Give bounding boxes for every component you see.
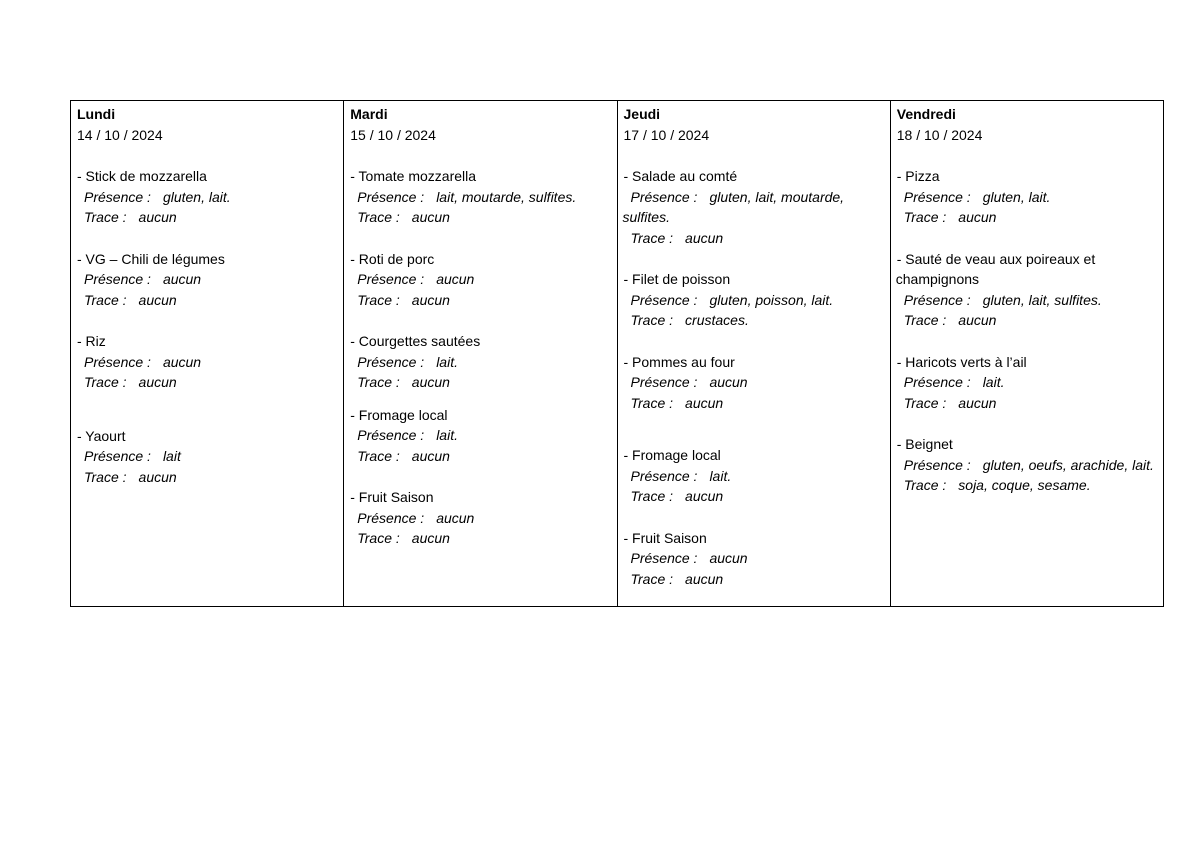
menu-item (896, 434, 1158, 496)
menu-item (896, 249, 1158, 331)
trace-value: aucun (411, 291, 450, 308)
menu-item (349, 487, 611, 549)
presence-label: Présence : (357, 427, 425, 443)
dish-name: - Haricots verts à l’ail (896, 353, 1027, 370)
trace-label: Trace : (630, 312, 674, 328)
dish-trace (76, 290, 338, 311)
presence-label: Présence : (84, 188, 151, 205)
dish-presence (76, 269, 338, 290)
dish-name: - Beignet (896, 436, 953, 452)
dish-name: - VG – Chili de légumes (77, 250, 225, 267)
menu-item (349, 331, 611, 393)
dish-presence (349, 269, 611, 290)
dish-name: - Stick de mozzarella (77, 168, 207, 184)
dish-name: - Roti de porc (350, 250, 435, 267)
trace-label: Trace : (84, 468, 127, 485)
trace-value: soja, coque, sesame. (958, 477, 1091, 493)
dish-trace (896, 475, 1158, 496)
day-date: 14 / 10 / 2024 (77, 126, 163, 143)
presence-label: Présence : (357, 509, 425, 526)
day-column-jeudi (618, 101, 891, 606)
menu-item (76, 426, 338, 488)
menu-item (623, 166, 885, 248)
trace-label: Trace : (630, 570, 674, 587)
presence-label: Présence : (84, 448, 151, 464)
dish-name: - Fromage local (350, 406, 448, 423)
dish-trace (349, 528, 611, 549)
trace-value: aucun (958, 312, 997, 328)
dish-name: - Yaourt (77, 427, 126, 444)
presence-value: lait, moutarde, sulfites. (436, 188, 577, 205)
presence-value: aucun (162, 353, 202, 370)
dish-trace (623, 569, 885, 590)
menu-item (623, 528, 885, 590)
dish-name: - Fruit Saison (350, 489, 434, 505)
day-column-vendredi (891, 101, 1163, 606)
trace-value: aucun (411, 209, 450, 225)
dish-presence (76, 187, 338, 208)
dish-trace (896, 207, 1158, 228)
trace-value: crustaces. (685, 312, 749, 328)
dish-presence (349, 187, 611, 208)
dish-name: - Sauté de veau aux poireaux et champignons (895, 250, 1096, 287)
dish-presence (623, 187, 885, 228)
presence-value: aucun (436, 271, 475, 287)
trace-value: aucun (958, 209, 997, 225)
day-date: 17 / 10 / 2024 (623, 126, 710, 143)
menu-item (896, 352, 1158, 414)
dish-presence (896, 372, 1158, 393)
dish-presence (623, 466, 885, 487)
dish-trace (349, 446, 611, 467)
day-name: Lundi (77, 106, 116, 122)
dish-name: - Fruit Saison (623, 529, 707, 546)
dish-trace (623, 228, 885, 249)
dish-trace (349, 290, 611, 311)
trace-label: Trace : (357, 374, 400, 390)
presence-label: Présence : (84, 353, 151, 370)
dish-trace (623, 486, 885, 507)
presence-label: Présence : (903, 456, 971, 473)
presence-label: Présence : (630, 550, 698, 566)
day-column-lundi (71, 101, 344, 606)
day-name: Vendredi (896, 106, 956, 122)
presence-value: lait. (436, 353, 458, 370)
presence-label: Présence : (630, 467, 698, 484)
menu-item (349, 405, 611, 467)
dish-presence (623, 290, 885, 311)
presence-label: Présence : (357, 188, 425, 205)
presence-value: lait (162, 448, 181, 464)
trace-value: aucun (411, 530, 450, 546)
presence-value: lait. (436, 427, 458, 443)
dish-trace (896, 393, 1158, 414)
presence-value: aucun (709, 374, 748, 390)
trace-label: Trace : (84, 291, 127, 308)
dish-presence (349, 425, 611, 446)
dish-presence (896, 187, 1158, 208)
trace-label: Trace : (357, 447, 400, 464)
trace-value: aucun (685, 570, 724, 587)
dish-trace (623, 393, 885, 414)
dish-presence (349, 508, 611, 529)
presence-label: Présence : (84, 271, 151, 287)
day-name: Jeudi (623, 106, 661, 122)
trace-label: Trace : (630, 394, 674, 411)
dish-presence (76, 446, 338, 467)
dish-name: - Fromage local (623, 447, 721, 463)
trace-value: aucun (138, 291, 177, 308)
menu-item (76, 249, 338, 311)
presence-value: aucun (436, 509, 475, 526)
trace-label: Trace : (357, 291, 400, 308)
presence-label: Présence : (630, 374, 698, 390)
day-name: Mardi (350, 106, 388, 122)
dish-name: - Pizza (896, 168, 940, 184)
trace-value: aucun (411, 447, 450, 464)
day-column-mardi (344, 101, 617, 606)
dish-trace (896, 310, 1158, 331)
menu-item (76, 331, 338, 393)
trace-value: aucun (685, 229, 724, 246)
presence-value: gluten, lait. (982, 188, 1051, 205)
dish-name: - Riz (77, 333, 106, 349)
dish-presence (76, 352, 338, 373)
trace-label: Trace : (357, 530, 400, 546)
presence-value: gluten, lait, sulfites. (982, 291, 1102, 308)
trace-value: aucun (685, 488, 724, 504)
presence-value: gluten, lait. (162, 188, 231, 205)
trace-label: Trace : (357, 209, 400, 225)
menu-item (76, 166, 338, 228)
presence-value: gluten, oeufs, arachide, lait. (982, 456, 1154, 473)
presence-value: gluten, poisson, lait. (709, 291, 834, 308)
dish-presence (896, 455, 1158, 476)
trace-label: Trace : (630, 488, 674, 504)
menu-table (70, 100, 1164, 607)
presence-label: Présence : (357, 271, 425, 287)
presence-label: Présence : (903, 291, 971, 308)
day-date: 18 / 10 / 2024 (896, 126, 983, 143)
presence-label: Présence : (903, 188, 971, 205)
dish-trace (76, 207, 338, 228)
menu-item (623, 445, 885, 507)
presence-value: gluten, lait, moutarde, sulfites. (622, 188, 845, 225)
menu-item (623, 352, 885, 414)
dish-name: - Tomate mozzarella (350, 168, 477, 184)
trace-label: Trace : (903, 312, 947, 328)
presence-value: aucun (162, 271, 202, 287)
presence-value: lait. (709, 467, 732, 484)
menu-item (349, 249, 611, 311)
trace-label: Trace : (903, 394, 947, 411)
trace-label: Trace : (903, 209, 947, 225)
menu-item (896, 166, 1158, 228)
menu-item (623, 269, 885, 331)
dish-name: - Courgettes sautées (350, 333, 481, 349)
trace-value: aucun (138, 468, 177, 485)
dish-presence (896, 290, 1158, 311)
dish-name: - Salade au comté (623, 168, 738, 184)
trace-value: aucun (958, 394, 997, 411)
presence-value: lait. (982, 374, 1005, 390)
dish-trace (349, 207, 611, 228)
dish-presence (623, 548, 885, 569)
trace-label: Trace : (84, 374, 127, 390)
trace-value: aucun (138, 209, 177, 225)
presence-label: Présence : (630, 188, 698, 205)
presence-label: Présence : (630, 291, 698, 308)
dish-trace (76, 372, 338, 393)
trace-label: Trace : (903, 477, 947, 493)
dish-trace (623, 310, 885, 331)
trace-label: Trace : (84, 209, 127, 225)
menu-item (349, 166, 611, 228)
presence-label: Présence : (357, 353, 425, 370)
dish-name: - Pommes au four (623, 353, 735, 370)
dish-presence (623, 372, 885, 393)
trace-value: aucun (138, 374, 177, 390)
dish-name: - Filet de poisson (623, 271, 731, 287)
trace-value: aucun (685, 394, 724, 411)
day-date: 15 / 10 / 2024 (350, 126, 436, 143)
trace-label: Trace : (630, 229, 674, 246)
presence-value: aucun (709, 550, 748, 566)
dish-trace (349, 372, 611, 393)
dish-presence (349, 352, 611, 373)
presence-label: Présence : (903, 374, 971, 390)
dish-trace (76, 467, 338, 488)
trace-value: aucun (411, 374, 450, 390)
